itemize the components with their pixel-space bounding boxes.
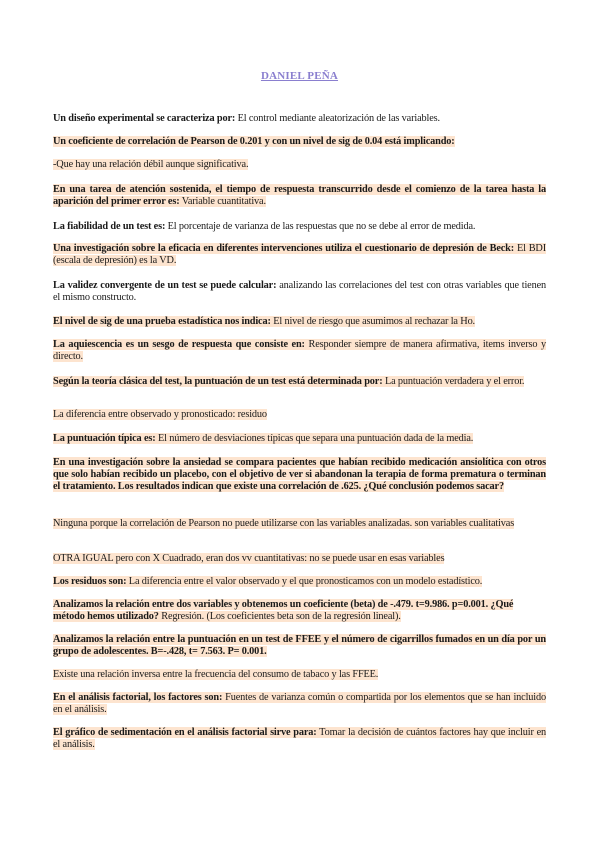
answer-text: Ninguna porque la correlación de Pearson no puede utilizarse con las variables analizadas. son variables cualitativas: [53, 518, 515, 529]
paragraph: [53, 409, 546, 421]
question-text: La puntuación típica es:: [53, 433, 156, 444]
paragraph: [53, 457, 546, 492]
answer-text: El porcentaje de varianza de las respuestas que no se debe al error de medida.: [165, 221, 476, 232]
answer-text: Existe una relación inversa entre la frecuencia del consumo de tabaco y las FFEE.: [53, 669, 379, 680]
question-text: El nivel de sig de una prueba estadística nos indica:: [53, 316, 271, 327]
paragraph: [53, 113, 546, 125]
paragraph: [53, 553, 546, 565]
answer-text: El nivel de riesgo que asumimos al rechazar la Ho.: [270, 316, 475, 327]
question-text: Un diseño experimental se caracteriza por:: [53, 113, 236, 124]
document-title[interactable]: DANIEL PEÑA: [260, 70, 339, 82]
paragraph: [53, 634, 546, 658]
answer-text: La diferencia entre el valor observado y el que pronosticamos con un modelo estadístico.: [126, 576, 483, 587]
question-text: Analizamos la relación entre la puntuación en un test de FFEE y el número de cigarrillos fumados en un día por un grupo de adolescentes. B=-.428, t= 7.563. P= 0.001.: [53, 634, 546, 657]
paragraph: [53, 316, 546, 328]
paragraph: [53, 433, 546, 445]
question-text: Un coeficiente de correlación de Pearson de 0.201 y con un nivel de sig de 0.04 está implicando:: [53, 136, 455, 147]
paragraph: [53, 159, 546, 171]
question-text: La validez convergente de un test se puede calcular:: [53, 280, 277, 291]
paragraph: [53, 136, 546, 148]
paragraph: [53, 280, 546, 304]
answer-text: Variable cuantitativa.: [179, 195, 266, 207]
paragraph: [53, 669, 546, 681]
answer-text: Fuentes de varianza común o compartida por los elementos que se han incluido en el análisis.: [53, 692, 546, 715]
question-text: En el análisis factorial, los factores son:: [53, 692, 223, 703]
paragraph: [53, 184, 546, 208]
answer-text: La diferencia entre observado y pronosticado: residuo: [53, 409, 267, 420]
answer-text: OTRA IGUAL pero con X Cuadrado, eran dos vv cuantitativas: no se puede usar en esas variables: [53, 553, 445, 564]
question-text: Los residuos son:: [53, 576, 127, 587]
answer-text: El BDI (escala de depresión) es la VD.: [53, 243, 546, 266]
question-text: Analizamos la relación entre dos variables y obtenemos un coeficiente (beta) de -.479. t=9.986. p=0.001. ¿Qué método hemos utilizado?: [53, 599, 514, 622]
paragraph: [53, 599, 546, 623]
answer-text: Tomar la decisión de cuántos factores hay que incluir en el análisis.: [53, 727, 546, 750]
answer-text: Responder siempre de manera afirmativa, items inverso y directo.: [53, 339, 546, 362]
answer-text: analizando las correlaciones del test con otras variables que tienen el mismo constructo.: [53, 280, 547, 303]
question-text: La fiabilidad de un test es:: [53, 221, 166, 232]
paragraph: [53, 221, 546, 233]
question-text: Según la teoría clásica del test, la puntuación de un test está determinada por:: [53, 376, 383, 387]
question-text: La aquiescencia es un sesgo de respuesta que consiste en:: [53, 339, 305, 350]
answer-text: El número de desviaciones típicas que separa una puntuación dada de la media.: [155, 433, 474, 444]
paragraph: [53, 339, 546, 363]
paragraph: [53, 243, 546, 267]
paragraph: [53, 518, 546, 530]
answer-text: El control mediante aleatorización de las variables.: [235, 113, 440, 124]
question-text: En una tarea de atención sostenida, el tiempo de respuesta transcurrido desde el comienzo de la tarea hasta la aparición del primer error es:: [53, 184, 546, 207]
paragraph: [53, 727, 546, 751]
answer-text: La puntuación verdadera y el error.: [382, 376, 525, 387]
question-text: El gráfico de sedimentación en el análisis factorial sirve para:: [53, 727, 317, 738]
answer-text: Regresión. (Los coeficientes beta son de la regresión lineal).: [158, 610, 401, 622]
question-text: En una investigación sobre la ansiedad se compara pacientes que habían recibido medicación ansiolítica con otros que solo habían recibido un placebo, con el objetivo de ver si abandonan la terapia de forma prematura o terminan el tratamiento. Los resultados indican que existe una correlación de .625. ¿Qué conclusión podemos sacar?: [53, 457, 546, 492]
paragraph: [53, 376, 546, 388]
paragraph: [53, 692, 546, 716]
answer-text: -Que hay una relación débil aunque significativa.: [53, 159, 249, 170]
question-text: Una investigación sobre la eficacia en diferentes intervenciones utiliza el cuestionario de depresión de Beck:: [53, 243, 515, 254]
paragraph: [53, 576, 546, 588]
